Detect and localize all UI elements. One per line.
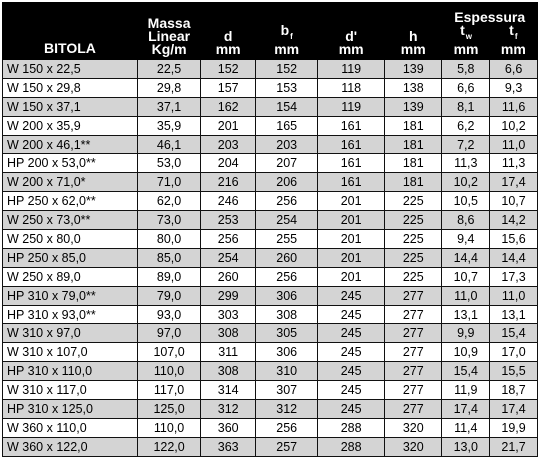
cell-bitola: W 200 x 71,0*	[3, 173, 138, 192]
table-row	[3, 362, 538, 381]
cell-tf: 10,2	[490, 116, 538, 135]
cell-massa: 125,0	[137, 400, 200, 419]
cell-d: 308	[201, 362, 256, 381]
cell-tf: 11,0	[490, 135, 538, 154]
cell-tf: 13,1	[490, 305, 538, 324]
cell-tw: 6,6	[442, 78, 490, 97]
header-row	[3, 3, 538, 60]
cell-h: 139	[385, 97, 442, 116]
header-d: d mm	[201, 3, 256, 60]
cell-dp: 201	[318, 267, 385, 286]
cell-dp: 119	[318, 60, 385, 79]
cell-d: 363	[201, 437, 256, 456]
cell-bitola: W 360 x 122,0	[3, 437, 138, 456]
cell-h: 181	[385, 135, 442, 154]
cell-d: 308	[201, 324, 256, 343]
cell-bf: 306	[256, 286, 318, 305]
cell-dp: 288	[318, 437, 385, 456]
cell-tw: 13,0	[442, 437, 490, 456]
cell-dp: 201	[318, 192, 385, 211]
cell-bf: 306	[256, 343, 318, 362]
cell-bf: 307	[256, 381, 318, 400]
cell-tw: 11,9	[442, 381, 490, 400]
cell-bitola: HP 310 x 93,0**	[3, 305, 138, 324]
table-row	[3, 267, 538, 286]
cell-bitola: HP 250 x 85,0	[3, 248, 138, 267]
cell-massa: 80,0	[137, 230, 200, 249]
table-row	[3, 305, 538, 324]
cell-d: 253	[201, 211, 256, 230]
cell-tw: 9,9	[442, 324, 490, 343]
cell-h: 277	[385, 343, 442, 362]
cell-tf: 17,4	[490, 400, 538, 419]
cell-tw: 10,7	[442, 267, 490, 286]
header-bf: $b_f$ mm	[256, 3, 318, 60]
cell-bitola: W 310 x 107,0	[3, 343, 138, 362]
cell-h: 277	[385, 400, 442, 419]
cell-d: 260	[201, 267, 256, 286]
cell-d: 256	[201, 230, 256, 249]
cell-dp: 161	[318, 116, 385, 135]
cell-massa: 89,0	[137, 267, 200, 286]
cell-tf: 15,4	[490, 324, 538, 343]
cell-d: 314	[201, 381, 256, 400]
cell-h: 277	[385, 305, 442, 324]
cell-massa: 107,0	[137, 343, 200, 362]
cell-bf: 254	[256, 211, 318, 230]
cell-dp: 245	[318, 362, 385, 381]
cell-massa: 53,0	[137, 154, 200, 173]
table-row	[3, 135, 538, 154]
cell-bitola: HP 310 x 125,0	[3, 400, 138, 419]
cell-massa: 93,0	[137, 305, 200, 324]
cell-tf: 9,3	[490, 78, 538, 97]
cell-tw: 17,4	[442, 400, 490, 419]
table-row	[3, 324, 538, 343]
cell-bitola: W 200 x 35,9	[3, 116, 138, 135]
cell-massa: 62,0	[137, 192, 200, 211]
cell-h: 320	[385, 437, 442, 456]
cell-d: 360	[201, 418, 256, 437]
cell-massa: 79,0	[137, 286, 200, 305]
profile-table-container	[2, 2, 538, 457]
table-row	[3, 97, 538, 116]
cell-h: 225	[385, 211, 442, 230]
cell-dp: 245	[318, 400, 385, 419]
cell-bf: 152	[256, 60, 318, 79]
cell-d: 312	[201, 400, 256, 419]
cell-bf: 206	[256, 173, 318, 192]
cell-tf: 18,7	[490, 381, 538, 400]
cell-massa: 71,0	[137, 173, 200, 192]
cell-dp: 161	[318, 154, 385, 173]
header-tf: $t_f$ mm	[500, 22, 526, 57]
cell-bitola: W 250 x 80,0	[3, 230, 138, 249]
cell-dp: 201	[318, 248, 385, 267]
cell-bf: 256	[256, 418, 318, 437]
cell-bf: 255	[256, 230, 318, 249]
header-tw: $t_w$ mm	[453, 22, 479, 57]
cell-dp: 161	[318, 173, 385, 192]
cell-tw: 14,4	[442, 248, 490, 267]
cell-dp: 288	[318, 418, 385, 437]
header-massa-linear: Massa Linear Kg/m	[137, 3, 200, 60]
cell-h: 181	[385, 154, 442, 173]
cell-tw: 11,0	[442, 286, 490, 305]
cell-d: 303	[201, 305, 256, 324]
cell-tw: 8,6	[442, 211, 490, 230]
cell-tw: 5,8	[442, 60, 490, 79]
cell-h: 138	[385, 78, 442, 97]
cell-tf: 15,5	[490, 362, 538, 381]
header-d-prime: d' mm	[318, 3, 385, 60]
header-h: h mm	[385, 3, 442, 60]
cell-d: 311	[201, 343, 256, 362]
cell-bitola: W 150 x 37,1	[3, 97, 138, 116]
cell-d: 152	[201, 60, 256, 79]
cell-dp: 119	[318, 97, 385, 116]
table-row	[3, 154, 538, 173]
cell-tf: 17,3	[490, 267, 538, 286]
cell-h: 277	[385, 286, 442, 305]
cell-h: 277	[385, 381, 442, 400]
cell-bf: 207	[256, 154, 318, 173]
cell-dp: 245	[318, 343, 385, 362]
cell-d: 216	[201, 173, 256, 192]
cell-massa: 110,0	[137, 362, 200, 381]
cell-dp: 118	[318, 78, 385, 97]
cell-massa: 85,0	[137, 248, 200, 267]
cell-bitola: HP 200 x 53,0**	[3, 154, 138, 173]
cell-tw: 8,1	[442, 97, 490, 116]
table-row	[3, 418, 538, 437]
cell-massa: 35,9	[137, 116, 200, 135]
cell-dp: 245	[318, 381, 385, 400]
table-row	[3, 192, 538, 211]
cell-d: 201	[201, 116, 256, 135]
cell-bf: 260	[256, 248, 318, 267]
cell-massa: 117,0	[137, 381, 200, 400]
cell-tf: 10,7	[490, 192, 538, 211]
cell-tf: 19,9	[490, 418, 538, 437]
cell-tf: 14,4	[490, 248, 538, 267]
cell-tw: 11,4	[442, 418, 490, 437]
cell-massa: 122,0	[137, 437, 200, 456]
cell-bitola: W 360 x 110,0	[3, 418, 138, 437]
table-row	[3, 343, 538, 362]
cell-tw: 10,5	[442, 192, 490, 211]
cell-bitola: W 150 x 29,8	[3, 78, 138, 97]
cell-bf: 153	[256, 78, 318, 97]
cell-bitola: W 150 x 22,5	[3, 60, 138, 79]
table-header	[3, 3, 538, 60]
cell-tf: 14,2	[490, 211, 538, 230]
cell-tw: 9,4	[442, 230, 490, 249]
steel-profile-table	[2, 2, 538, 457]
cell-tf: 11,6	[490, 97, 538, 116]
cell-tf: 17,0	[490, 343, 538, 362]
cell-h: 181	[385, 173, 442, 192]
cell-bitola: W 250 x 73,0**	[3, 211, 138, 230]
cell-massa: 22,5	[137, 60, 200, 79]
table-row	[3, 60, 538, 79]
cell-massa: 46,1	[137, 135, 200, 154]
cell-d: 246	[201, 192, 256, 211]
cell-bf: 312	[256, 400, 318, 419]
cell-bf: 154	[256, 97, 318, 116]
cell-bf: 203	[256, 135, 318, 154]
cell-tw: 10,9	[442, 343, 490, 362]
cell-bitola: W 250 x 89,0	[3, 267, 138, 286]
cell-d: 162	[201, 97, 256, 116]
table-row	[3, 230, 538, 249]
cell-bf: 305	[256, 324, 318, 343]
cell-tf: 11,0	[490, 286, 538, 305]
cell-massa: 97,0	[137, 324, 200, 343]
cell-dp: 245	[318, 286, 385, 305]
cell-bitola: HP 250 x 62,0**	[3, 192, 138, 211]
cell-bf: 256	[256, 192, 318, 211]
cell-dp: 245	[318, 324, 385, 343]
cell-tf: 21,7	[490, 437, 538, 456]
cell-bf: 257	[256, 437, 318, 456]
cell-tf: 6,6	[490, 60, 538, 79]
cell-tf: 11,3	[490, 154, 538, 173]
cell-bf: 310	[256, 362, 318, 381]
cell-h: 181	[385, 116, 442, 135]
cell-massa: 37,1	[137, 97, 200, 116]
header-espessura-group	[442, 3, 538, 60]
cell-bitola: W 310 x 97,0	[3, 324, 138, 343]
cell-bitola: W 200 x 46,1**	[3, 135, 138, 154]
cell-h: 225	[385, 192, 442, 211]
cell-dp: 201	[318, 211, 385, 230]
cell-tf: 15,6	[490, 230, 538, 249]
cell-tw: 7,2	[442, 135, 490, 154]
cell-dp: 161	[318, 135, 385, 154]
header-bitola: BITOLA	[3, 3, 138, 60]
cell-bf: 308	[256, 305, 318, 324]
cell-massa: 110,0	[137, 418, 200, 437]
table-row	[3, 248, 538, 267]
table-row	[3, 211, 538, 230]
cell-massa: 29,8	[137, 78, 200, 97]
cell-d: 299	[201, 286, 256, 305]
cell-tw: 10,2	[442, 173, 490, 192]
cell-bf: 165	[256, 116, 318, 135]
table-row	[3, 437, 538, 456]
cell-bitola: W 310 x 117,0	[3, 381, 138, 400]
cell-dp: 201	[318, 230, 385, 249]
cell-tw: 15,4	[442, 362, 490, 381]
cell-h: 225	[385, 230, 442, 249]
table-row	[3, 381, 538, 400]
cell-h: 225	[385, 267, 442, 286]
cell-h: 139	[385, 60, 442, 79]
table-row	[3, 400, 538, 419]
cell-tw: 11,3	[442, 154, 490, 173]
cell-d: 157	[201, 78, 256, 97]
cell-d: 254	[201, 248, 256, 267]
cell-h: 277	[385, 362, 442, 381]
cell-h: 225	[385, 248, 442, 267]
cell-tw: 6,2	[442, 116, 490, 135]
header-espessura: Espessura	[454, 9, 526, 26]
cell-h: 277	[385, 324, 442, 343]
cell-d: 203	[201, 135, 256, 154]
cell-massa: 73,0	[137, 211, 200, 230]
cell-tw: 13,1	[442, 305, 490, 324]
cell-dp: 245	[318, 305, 385, 324]
cell-tf: 17,4	[490, 173, 538, 192]
cell-bf: 256	[256, 267, 318, 286]
table-row	[3, 286, 538, 305]
cell-h: 320	[385, 418, 442, 437]
table-row	[3, 78, 538, 97]
cell-d: 204	[201, 154, 256, 173]
cell-bitola: HP 310 x 79,0**	[3, 286, 138, 305]
table-body	[3, 60, 538, 457]
table-row	[3, 116, 538, 135]
cell-bitola: HP 310 x 110,0	[3, 362, 138, 381]
table-row	[3, 173, 538, 192]
